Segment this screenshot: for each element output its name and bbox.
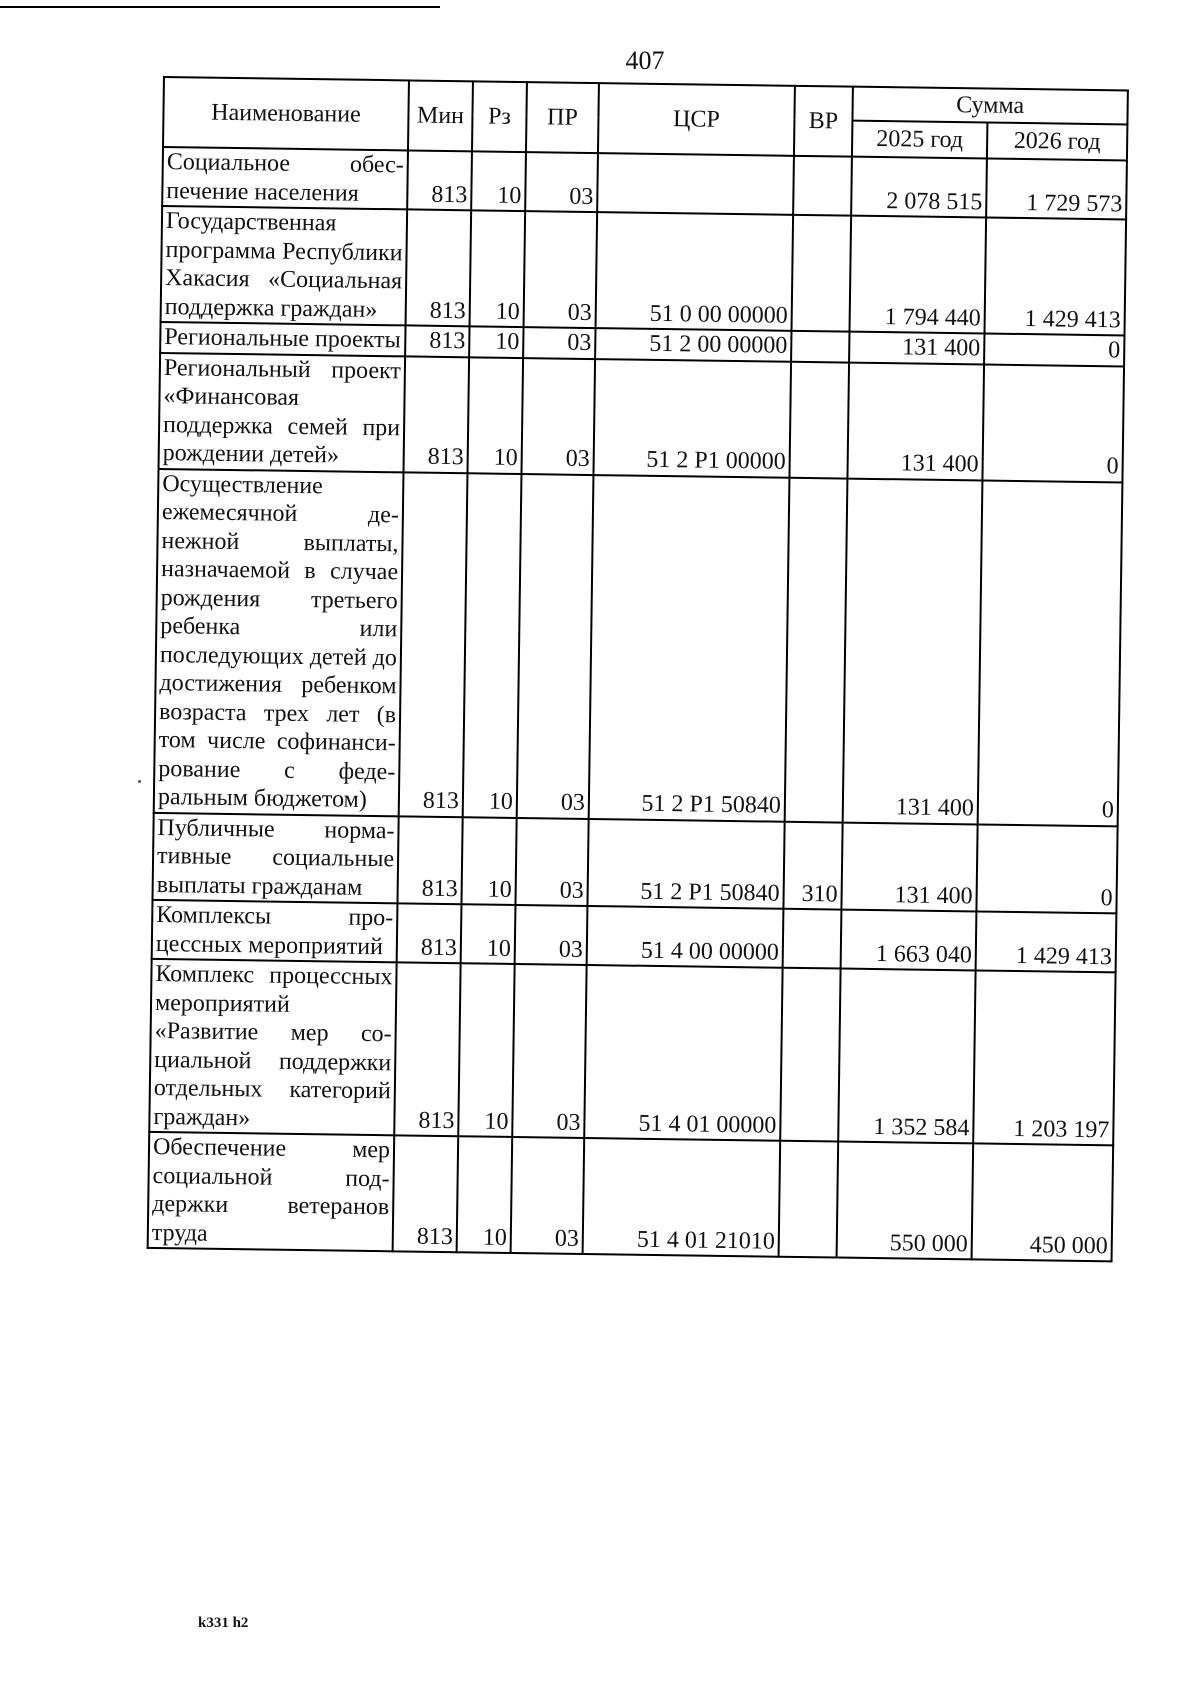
- row-csr: 51 4 00 00000: [587, 906, 784, 968]
- row-vr: [792, 215, 852, 332]
- row-sum-2025: 1 663 040: [841, 910, 977, 971]
- row-pr: 03: [512, 964, 586, 1138]
- row-vr: 310: [783, 821, 842, 909]
- page-number: 407: [625, 46, 665, 75]
- row-min: 813: [407, 150, 472, 210]
- row-sum-2026: 1 729 573: [986, 159, 1127, 220]
- row-pr: 03: [517, 474, 594, 819]
- header-year-2026: 2026 год: [987, 123, 1127, 161]
- table-row: [154, 468, 1123, 825]
- header-name: Наименование: [163, 77, 409, 150]
- row-vr: [789, 361, 849, 478]
- scan-speck: [138, 780, 141, 783]
- row-min: 813: [394, 962, 460, 1136]
- row-name: Региональный проект «Финансовая поддержка семей при рождении детей»: [159, 352, 406, 471]
- row-sum-2026: 0: [982, 364, 1124, 482]
- table-row: [148, 1132, 1114, 1261]
- row-sum-2025: 2 078 515: [851, 157, 987, 218]
- row-name: Социальное обеспечение населения: [162, 147, 408, 209]
- row-name: Публичные нормативные социальные выплаты гражданам: [152, 812, 398, 903]
- budget-table: [147, 76, 1129, 1262]
- row-sum-2026: 1 429 413: [984, 218, 1126, 336]
- header-csr: ЦСР: [598, 83, 795, 156]
- row-min: 813: [399, 472, 468, 817]
- row-name: Региональные проекты: [160, 322, 405, 356]
- row-vr: [783, 909, 842, 969]
- row-sum-2026: 450 000: [972, 1143, 1114, 1261]
- row-pr: 03: [524, 211, 598, 328]
- row-name: Государственная программа Республики Хакасия «Социальная поддержка граждан»: [161, 206, 408, 325]
- row-sum-2026: 1 203 197: [973, 970, 1115, 1145]
- row-vr: [785, 477, 848, 822]
- row-name: Обеспечение мер социальной поддержки ветеранов труда: [148, 1132, 395, 1251]
- row-csr: 51 4 01 00000: [584, 965, 782, 1141]
- row-rz: 10: [469, 326, 523, 357]
- row-sum-2026: 1 429 413: [976, 911, 1117, 972]
- header-rz: Рз: [472, 81, 527, 152]
- header-year-2025: 2025 год: [852, 121, 987, 159]
- row-rz: 10: [461, 817, 516, 905]
- row-pr: 03: [521, 358, 595, 475]
- row-pr: 03: [525, 152, 598, 212]
- row-pr: 03: [511, 1137, 585, 1254]
- header-sum: Сумма: [852, 87, 1127, 125]
- header-row-top: [164, 77, 1128, 124]
- row-name: Комплексы процессных мероприятий: [152, 900, 398, 962]
- row-min: 813: [403, 356, 469, 473]
- row-min: 813: [393, 1135, 459, 1252]
- row-sum-2025: 131 400: [843, 478, 983, 824]
- row-vr: [779, 1141, 839, 1258]
- row-rz: 10: [461, 904, 516, 964]
- row-csr: 51 0 00 00000: [596, 212, 794, 331]
- row-pr: 03: [523, 327, 595, 359]
- row-csr: 51 2 00 00000: [595, 328, 791, 361]
- row-csr: [597, 153, 794, 215]
- table-row: [159, 352, 1125, 481]
- row-csr: 51 2 P1 50840: [589, 475, 790, 822]
- row-vr: [791, 331, 849, 362]
- row-csr: 51 4 01 21010: [583, 1138, 781, 1257]
- row-rz: 10: [470, 210, 526, 327]
- row-sum-2026: 0: [984, 333, 1124, 365]
- row-min: 813: [397, 816, 462, 904]
- header-pr: ПР: [526, 82, 599, 153]
- header-vr: ВР: [794, 86, 853, 157]
- row-name: Комплекс процессных мероприятий «Развитие мер социальной поддержки отдельных категорий граждан»: [149, 959, 396, 1135]
- row-min: 813: [405, 325, 469, 356]
- row-sum-2025: 1 352 584: [838, 969, 975, 1144]
- row-sum-2025: 131 400: [841, 822, 977, 911]
- row-sum-2026: 0: [978, 480, 1123, 826]
- row-sum-2026: 0: [976, 824, 1117, 913]
- row-rz: 10: [467, 357, 523, 474]
- row-sum-2025: 550 000: [837, 1142, 974, 1260]
- table-row: [152, 812, 1117, 913]
- table-row: [149, 959, 1115, 1145]
- row-name: Осуществление ежемесячной денежной выплаты, назначаемой в случае рождения третьего ребенка или последующих детей до достижения ребенком возраста трех лет (в том числе софинансирование с федеральным бюджетом): [154, 468, 404, 815]
- table-body: [148, 147, 1127, 1261]
- footer-code: k331 h2: [198, 1615, 249, 1631]
- row-rz: 10: [463, 473, 522, 818]
- row-vr: [793, 156, 852, 216]
- row-sum-2025: 131 400: [849, 332, 984, 364]
- row-rz: 10: [471, 151, 526, 211]
- row-rz: 10: [458, 963, 514, 1137]
- top-edge-line: [0, 6, 440, 8]
- row-pr: 03: [515, 818, 588, 906]
- row-rz: 10: [457, 1136, 513, 1253]
- row-sum-2025: 1 794 440: [849, 216, 986, 334]
- table-row: [161, 206, 1127, 335]
- row-sum-2025: 131 400: [847, 362, 984, 480]
- row-min: 813: [397, 903, 462, 963]
- header-min: Мин: [408, 80, 473, 151]
- row-pr: 03: [515, 905, 588, 965]
- row-csr: 51 2 P1 00000: [593, 359, 791, 478]
- row-vr: [780, 968, 840, 1142]
- row-min: 813: [406, 209, 472, 326]
- row-csr: 51 2 P1 50840: [587, 819, 784, 909]
